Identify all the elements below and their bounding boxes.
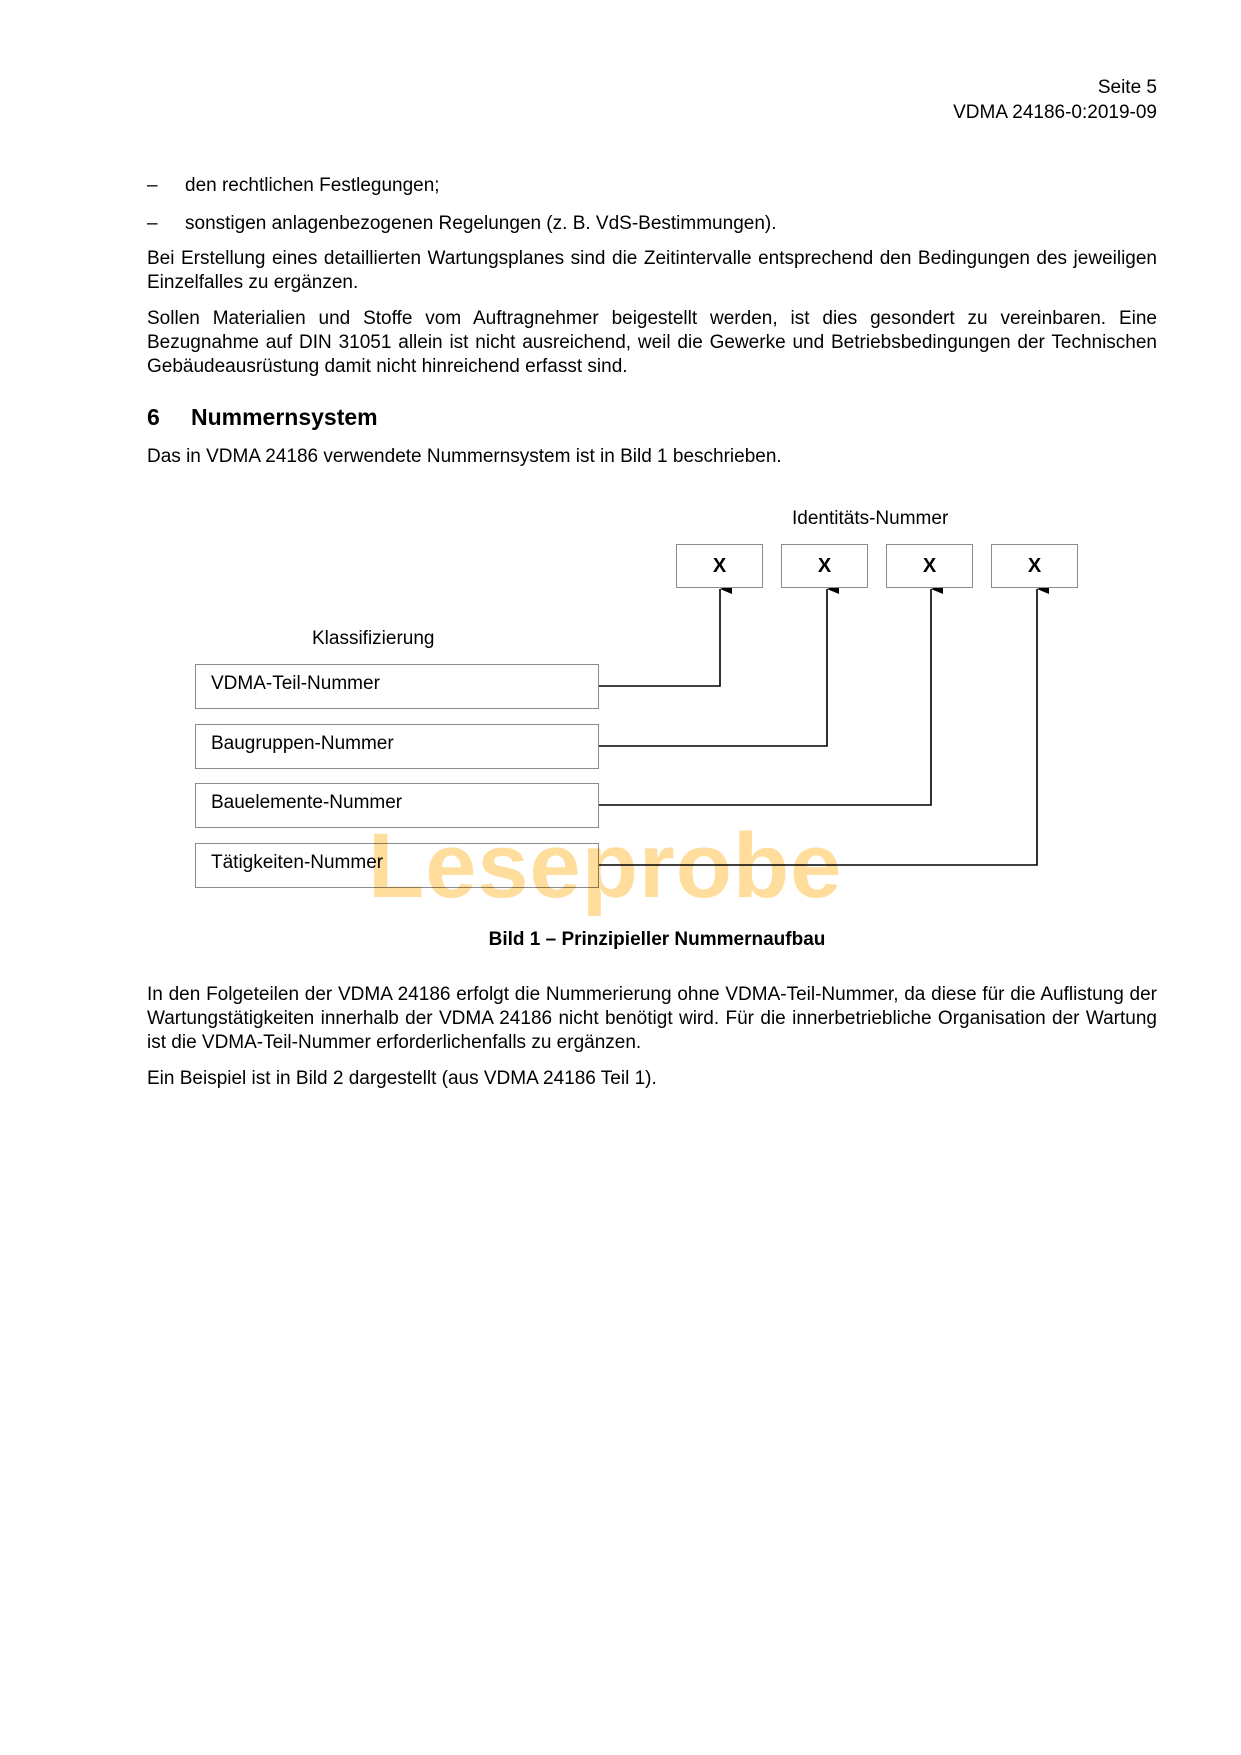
identity-box: X	[991, 544, 1078, 588]
section-number: 6	[147, 404, 160, 430]
section-intro: Das in VDMA 24186 verwendete Nummernsystem ist in Bild 1 beschrieben.	[147, 446, 782, 467]
identity-box: X	[781, 544, 868, 588]
page-number: Seite 5	[1097, 77, 1157, 98]
watermark: Leseprobe	[368, 815, 843, 917]
classification-box: VDMA-Teil-Nummer	[195, 664, 599, 709]
classification-box: Bauelemente-Nummer	[195, 783, 599, 828]
paragraph: Bei Erstellung eines detaillierten Wartungsplanes sind die Zeitintervalle entsprechend den Bedingungen des jeweiligen Einzelfalles zu ergänzen.	[147, 248, 1157, 293]
identity-box: X	[886, 544, 973, 588]
connector-vdma-teil	[599, 589, 720, 686]
bullet-text: sonstigen anlagenbezogenen Regelungen (z. B. VdS-Bestimmungen).	[185, 213, 777, 234]
classification-box: Baugruppen-Nummer	[195, 724, 599, 769]
paragraph: In den Folgeteilen der VDMA 24186 erfolgt die Nummerierung ohne VDMA-Teil-Nummer, da diese für die Auflistung der Wartungstätigkeiten innerhalb der VDMA 24186 nicht benötigt wird. Für die innerbetriebliche Organisation der Wartung ist die VDMA-Teil-Nummer erforderlichenfalls zu ergänzen.	[147, 984, 1157, 1053]
connector-bauelemente	[599, 589, 931, 805]
classification-label: Klassifizierung	[312, 628, 435, 649]
classification-box: Tätigkeiten-Nummer	[195, 843, 599, 888]
bullet-text: den rechtlichen Festlegungen;	[185, 175, 440, 196]
identity-box: X	[676, 544, 763, 588]
connector-baugruppen	[599, 589, 827, 746]
paragraph: Sollen Materialien und Stoffe vom Auftragnehmer beigestellt werden, ist dies gesondert zu vereinbaren. Eine Bezugnahme auf DIN 31051 allein ist nicht ausreichend, weil die Gewerke und Betriebsbedingungen der Technischen Gebäudeausrüstung damit nicht hinreichend erfasst sind.	[147, 308, 1157, 377]
figure-caption: Bild 1 – Prinzipieller Nummernaufbau	[488, 929, 826, 950]
identity-number-label: Identitäts-Nummer	[792, 508, 949, 529]
bullet-dash: –	[147, 213, 158, 234]
document-id: VDMA 24186-0:2019-09	[953, 102, 1157, 123]
bullet-dash: –	[147, 175, 158, 196]
paragraph: Ein Beispiel ist in Bild 2 dargestellt (aus VDMA 24186 Teil 1).	[147, 1068, 657, 1089]
section-title: Nummernsystem	[191, 404, 378, 430]
